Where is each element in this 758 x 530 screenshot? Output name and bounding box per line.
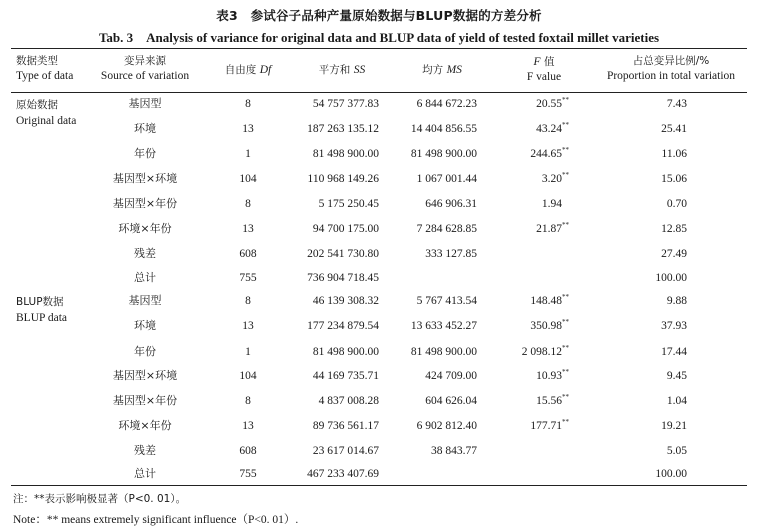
header-ss-en: SS bbox=[353, 64, 366, 76]
cell-f-value: 21.87** bbox=[536, 221, 569, 235]
header-source-of-variation bbox=[101, 54, 189, 84]
cell-ms: 1 067 001.44 bbox=[416, 173, 477, 185]
group-original-en: Original data bbox=[16, 115, 77, 127]
table-top-rule bbox=[11, 48, 747, 49]
cell-f-value: 148.48** bbox=[530, 293, 569, 307]
cell-ms: 7 284 628.85 bbox=[416, 223, 477, 235]
cell-f-value: 2 098.12** bbox=[521, 344, 569, 358]
cell-proportion: 19.21 bbox=[661, 420, 687, 432]
cell-proportion: 25.41 bbox=[661, 123, 687, 135]
cell-ss: 81 498 900.00 bbox=[312, 346, 379, 358]
cell-df: 8 bbox=[245, 395, 251, 407]
cell-df: 8 bbox=[245, 98, 251, 110]
cell-proportion: 37.93 bbox=[661, 320, 687, 332]
group-original-cn: 原始数据 bbox=[16, 99, 58, 111]
cell-proportion: 17.44 bbox=[661, 346, 687, 358]
header-type-of-data bbox=[16, 54, 73, 84]
cell-source: 基因型×环境 bbox=[112, 172, 178, 185]
cell-source: 基因型 bbox=[128, 97, 162, 110]
header-source-cn: 变异来源 bbox=[123, 55, 166, 67]
cell-source: 总计 bbox=[134, 271, 156, 284]
cell-ms: 604 626.04 bbox=[425, 395, 477, 407]
f-value-number: 3.20 bbox=[541, 173, 562, 185]
cell-f-value: 3.20** bbox=[541, 171, 569, 185]
cell-ss: 177 234 879.54 bbox=[307, 320, 379, 332]
cell-ms: 646 906.31 bbox=[425, 198, 477, 210]
cell-ss: 23 617 014.67 bbox=[312, 445, 379, 457]
cell-ms: 38 843.77 bbox=[431, 445, 477, 457]
cell-ss: 187 263 135.12 bbox=[307, 123, 379, 135]
header-type-of-data-en: Type of data bbox=[16, 70, 74, 82]
cell-df: 8 bbox=[245, 295, 251, 307]
cell-source: 环境×年份 bbox=[118, 419, 172, 432]
cell-ms: 81 498 900.00 bbox=[410, 346, 477, 358]
header-f-letter: F bbox=[533, 56, 541, 68]
cell-source: 年份 bbox=[134, 345, 156, 358]
cell-f-value: 15.56** bbox=[536, 393, 569, 407]
cell-ms: 14 404 856.55 bbox=[410, 123, 477, 135]
cell-df: 104 bbox=[239, 370, 257, 382]
cell-df: 13 bbox=[242, 123, 254, 135]
cell-source: 环境 bbox=[134, 122, 156, 135]
cell-source: 残差 bbox=[134, 247, 156, 260]
cell-df: 104 bbox=[239, 173, 257, 185]
cell-ms: 333 127.85 bbox=[425, 248, 477, 260]
cell-ss: 44 169 735.71 bbox=[312, 370, 379, 382]
cell-ss: 4 837 008.28 bbox=[318, 395, 379, 407]
f-value-number: 177.71 bbox=[530, 420, 562, 432]
cell-source: 年份 bbox=[134, 147, 156, 160]
cell-f-value: 177.71** bbox=[530, 418, 569, 432]
group-blup-cn: BLUP数据 bbox=[16, 296, 64, 308]
header-df-cn: 自由度 bbox=[224, 64, 257, 76]
cell-proportion: 100.00 bbox=[655, 468, 687, 480]
cell-ms: 81 498 900.00 bbox=[410, 148, 477, 160]
f-value-number: 2 098.12 bbox=[521, 346, 562, 358]
header-proportion-en: Proportion in total variation bbox=[606, 70, 736, 82]
cell-proportion: 12.85 bbox=[661, 223, 687, 235]
cell-source: 基因型×年份 bbox=[112, 394, 178, 407]
cell-ss: 110 968 149.26 bbox=[307, 173, 379, 185]
cell-df: 608 bbox=[239, 445, 257, 457]
header-proportion bbox=[607, 54, 735, 84]
table-bottom-rule bbox=[11, 485, 747, 486]
cell-df: 13 bbox=[242, 223, 254, 235]
cell-proportion: 1.04 bbox=[666, 395, 687, 407]
cell-df: 755 bbox=[239, 272, 257, 284]
cell-proportion: 9.88 bbox=[666, 295, 687, 307]
cell-df: 608 bbox=[239, 248, 257, 260]
f-value-number: 21.87 bbox=[536, 223, 562, 235]
cell-ss: 89 736 561.17 bbox=[312, 420, 379, 432]
header-ms bbox=[422, 62, 462, 78]
header-proportion-cn: 占总变异比例/% bbox=[632, 55, 710, 67]
footnote-en: Note：** means extremely significant influence（P<0. 01）. bbox=[13, 514, 299, 526]
f-value-number: 244.65 bbox=[530, 148, 562, 160]
cell-source: 基因型 bbox=[128, 294, 162, 307]
cell-ss: 736 904 718.45 bbox=[307, 272, 379, 284]
cell-ss: 54 757 377.83 bbox=[312, 98, 379, 110]
cell-df: 8 bbox=[245, 198, 251, 210]
cell-source: 基因型×环境 bbox=[112, 369, 178, 382]
cell-df: 13 bbox=[242, 420, 254, 432]
cell-source: 总计 bbox=[134, 467, 156, 480]
cell-proportion: 11.06 bbox=[661, 148, 687, 160]
f-value-number: 43.24 bbox=[536, 123, 562, 135]
cell-ms: 6 902 812.40 bbox=[416, 420, 477, 432]
header-f-en: F value bbox=[526, 71, 562, 83]
cell-df: 1 bbox=[245, 148, 251, 160]
cell-df: 755 bbox=[239, 468, 257, 480]
header-f-cn: 值 bbox=[544, 56, 555, 68]
table-caption-cn: 表3 参试谷子品种产量原始数据与BLUP数据的方差分析 bbox=[216, 8, 542, 23]
header-ss bbox=[319, 62, 366, 78]
header-ss-cn: 平方和 bbox=[318, 64, 351, 76]
cell-ms: 13 633 452.27 bbox=[410, 320, 477, 332]
cell-proportion: 7.43 bbox=[666, 98, 687, 110]
cell-f-value bbox=[490, 197, 570, 211]
table-caption-en: Tab. 3 Analysis of variance for original data and BLUP data of yield of tested foxtail millet varieties bbox=[98, 30, 660, 45]
group-label-original bbox=[16, 97, 76, 129]
cell-df: 1 bbox=[245, 346, 251, 358]
footnote-cn: 注：**表示影响极显著（P<0. 01）。 bbox=[13, 493, 187, 505]
cell-f-value: 350.98** bbox=[530, 318, 569, 332]
cell-ss: 5 175 250.45 bbox=[318, 198, 379, 210]
cell-proportion: 27.49 bbox=[661, 248, 687, 260]
header-df bbox=[225, 62, 272, 78]
cell-proportion: 100.00 bbox=[655, 272, 687, 284]
cell-ms: 6 844 672.23 bbox=[416, 98, 477, 110]
cell-ms: 5 767 413.54 bbox=[416, 295, 477, 307]
header-df-en: Df bbox=[259, 64, 272, 76]
group-label-blup bbox=[16, 294, 67, 326]
cell-proportion: 9.45 bbox=[666, 370, 687, 382]
cell-df: 13 bbox=[242, 320, 254, 332]
cell-f-value: 244.65** bbox=[530, 146, 569, 160]
header-f-value bbox=[527, 54, 561, 85]
cell-f-value: 10.93** bbox=[536, 368, 569, 382]
table-header-rule bbox=[11, 92, 747, 93]
cell-ss: 467 233 407.69 bbox=[307, 468, 379, 480]
cell-proportion: 0.70 bbox=[666, 198, 687, 210]
cell-source: 基因型×年份 bbox=[112, 197, 178, 210]
cell-ms: 424 709.00 bbox=[425, 370, 477, 382]
f-value-number: 350.98 bbox=[530, 320, 562, 332]
cell-f-value: 20.55** bbox=[536, 96, 569, 110]
header-ms-cn: 均方 bbox=[422, 64, 444, 76]
f-value-number: 20.55 bbox=[536, 98, 562, 110]
f-value-number: 15.56 bbox=[536, 395, 562, 407]
f-value-number: 1.94 bbox=[541, 198, 562, 210]
cell-ss: 94 700 175.00 bbox=[312, 223, 379, 235]
cell-proportion: 15.06 bbox=[661, 173, 687, 185]
cell-ss: 81 498 900.00 bbox=[312, 148, 379, 160]
f-value-number: 10.93 bbox=[536, 370, 562, 382]
cell-source: 环境×年份 bbox=[118, 222, 172, 235]
header-source-en: Source of variation bbox=[100, 70, 190, 82]
f-value-number: 148.48 bbox=[530, 295, 562, 307]
header-type-of-data-cn: 数据类型 bbox=[16, 55, 58, 67]
cell-source: 残差 bbox=[134, 444, 156, 457]
group-blup-en: BLUP data bbox=[16, 312, 67, 324]
cell-source: 环境 bbox=[134, 319, 156, 332]
cell-ss: 46 139 308.32 bbox=[312, 295, 379, 307]
cell-f-value: 43.24** bbox=[536, 121, 569, 135]
cell-ss: 202 541 730.80 bbox=[307, 248, 379, 260]
header-ms-en: MS bbox=[446, 64, 462, 76]
cell-proportion: 5.05 bbox=[666, 445, 687, 457]
